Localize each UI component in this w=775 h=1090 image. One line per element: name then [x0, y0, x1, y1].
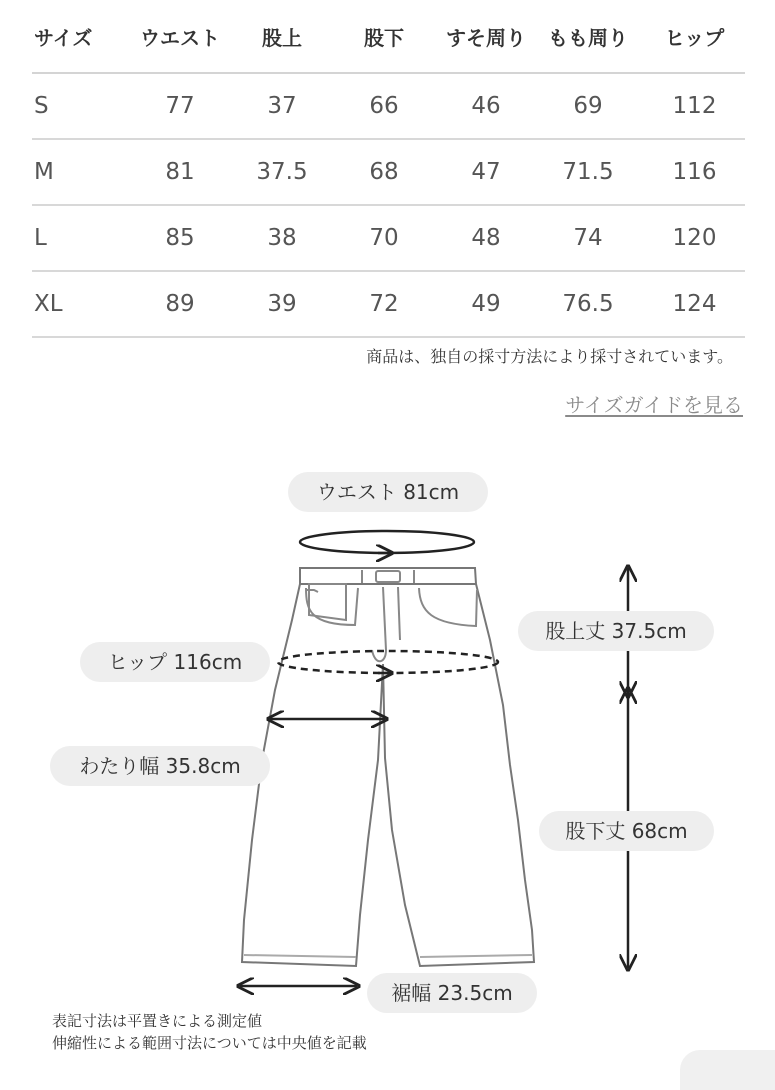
- pants-outline: [242, 568, 534, 966]
- table-cell: 46: [440, 73, 532, 139]
- table-cell: 124: [644, 271, 745, 337]
- table-cell: 38: [236, 205, 328, 271]
- table-cell: 49: [440, 271, 532, 337]
- table-cell: L: [32, 205, 124, 271]
- table-cell: 69: [532, 73, 644, 139]
- header-hem: すそ周り: [440, 0, 532, 73]
- table-cell: 116: [644, 139, 745, 205]
- table-cell: 85: [124, 205, 236, 271]
- thigh-label: わたり幅 35.8cm: [50, 746, 270, 786]
- table-cell: 68: [328, 139, 440, 205]
- table-cell: 37.5: [236, 139, 328, 205]
- hem-label: 裾幅 23.5cm: [367, 973, 537, 1013]
- table-cell: 66: [328, 73, 440, 139]
- table-cell: S: [32, 73, 124, 139]
- table-cell: 74: [532, 205, 644, 271]
- waist-indicator: [300, 531, 474, 553]
- header-rise: 股上: [236, 0, 328, 73]
- table-cell: 71.5: [532, 139, 644, 205]
- hip-label: ヒップ 116cm: [80, 642, 270, 682]
- measurement-note: 商品は、独自の採寸方法により採寸されています。: [366, 347, 733, 366]
- table-cell: M: [32, 139, 124, 205]
- inseam-label: 股下丈 68cm: [539, 811, 714, 851]
- table-cell: 47: [440, 139, 532, 205]
- table-cell: 77: [124, 73, 236, 139]
- table-cell: 72: [328, 271, 440, 337]
- header-size: サイズ: [32, 0, 124, 73]
- header-hip: ヒップ: [644, 0, 745, 73]
- footnote: 表記寸法は平置きによる測定値: [52, 1012, 263, 1030]
- header-waist: ウエスト: [124, 0, 236, 73]
- header-thigh: もも周り: [532, 0, 644, 73]
- header-inseam: 股下: [328, 0, 440, 73]
- table-cell: 48: [440, 205, 532, 271]
- table-cell: 70: [328, 205, 440, 271]
- size-guide-link[interactable]: サイズガイドを見る: [565, 393, 743, 417]
- table-cell: 112: [644, 73, 745, 139]
- table-cell: 76.5: [532, 271, 644, 337]
- floating-button[interactable]: [680, 1050, 775, 1090]
- waist-label: ウエスト 81cm: [288, 472, 488, 512]
- footnote: 伸縮性による範囲寸法については中央値を記載: [52, 1034, 367, 1052]
- table-cell: 120: [644, 205, 745, 271]
- table-cell: XL: [32, 271, 124, 337]
- table-cell: 81: [124, 139, 236, 205]
- table-cell: 39: [236, 271, 328, 337]
- rise-label: 股上丈 37.5cm: [518, 611, 714, 651]
- table-cell: 89: [124, 271, 236, 337]
- table-cell: 37: [236, 73, 328, 139]
